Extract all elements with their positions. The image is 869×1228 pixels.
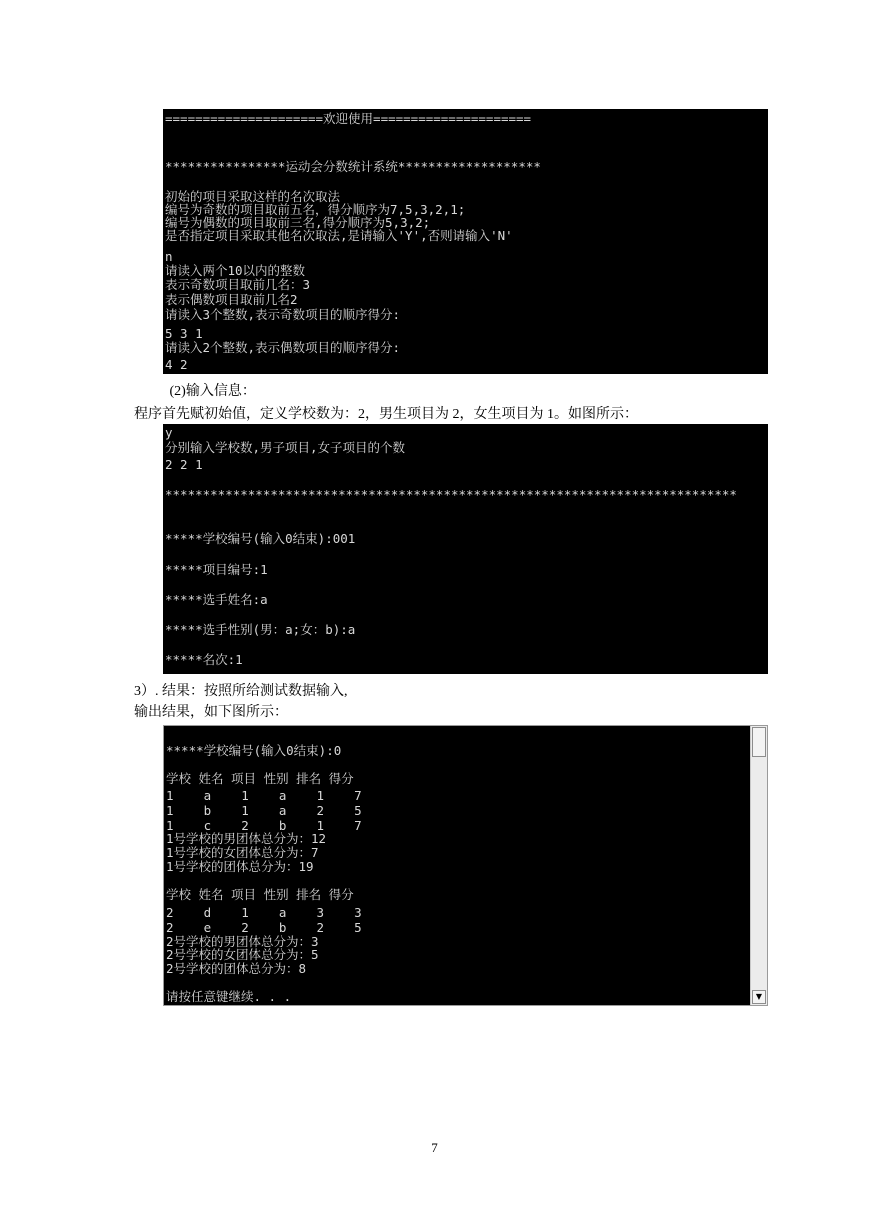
console-line: 初始的项目采取这样的名次取法 — [165, 189, 341, 204]
console-line: y — [165, 425, 173, 440]
console-line: ****************运动会分数统计系统******************* — [165, 159, 541, 174]
console-screenshot-results — [163, 725, 768, 1006]
console-line: n — [165, 249, 173, 264]
console-line: 请读入两个10以内的整数 — [165, 263, 306, 278]
console-line: 1号学校的男团体总分为：12 — [166, 831, 327, 846]
console-line: 2号学校的男团体总分为：3 — [166, 934, 319, 949]
vertical-scrollbar[interactable] — [750, 726, 767, 1005]
console-line: 2 d 1 a 3 3 — [166, 905, 362, 920]
console-line: 分别输入学校数,男子项目,女子项目的个数 — [165, 440, 406, 455]
console-line: *****选手性别(男：a;女：b):a — [165, 622, 356, 637]
console-line: 表示偶数项目取前几名2 — [165, 292, 298, 307]
section-description: 输出结果，如下图所示： — [134, 705, 288, 720]
console-line: 是否指定项目采取其他名次取法,是请输入'Y',否则请输入'N' — [165, 228, 513, 243]
console-line: 1 c 2 b 1 7 — [166, 818, 362, 833]
console-line: 5 3 1 — [165, 326, 203, 341]
console-line: 1 a 1 a 1 7 — [166, 788, 362, 803]
console-line: =====================欢迎使用===================== — [165, 111, 532, 126]
console-line: 学校 姓名 项目 性别 排名 得分 — [166, 887, 354, 902]
console-line: 2 e 2 b 2 5 — [166, 920, 362, 935]
section-caption-input-info: (2)输入信息： — [166, 384, 256, 399]
scrollbar-thumb[interactable] — [752, 727, 766, 757]
console-line: 编号为偶数的项目取前三名,得分顺序为5,3,2; — [165, 215, 431, 230]
section-caption-results: 3）. 结果：按照所给测试数据输入, — [134, 684, 348, 699]
console-line: 2号学校的女团体总分为：5 — [166, 947, 319, 962]
section-description: 程序首先赋初始值，定义学校数为：2，男生项目为 2，女生项目为 1。如图所示： — [134, 407, 638, 422]
page-number: 7 — [431, 1140, 438, 1155]
console-line: 1号学校的团体总分为：19 — [166, 859, 314, 874]
console-screenshot-input — [163, 424, 768, 674]
console-screenshot-welcome — [163, 109, 768, 374]
console-line: *****名次:1 — [165, 652, 243, 667]
console-line: 学校 姓名 项目 性别 排名 得分 — [166, 771, 354, 786]
console-line: *****选手姓名:a — [165, 592, 268, 607]
console-line: 2号学校的团体总分为：8 — [166, 961, 307, 976]
scroll-down-arrow-icon[interactable]: ▼ — [752, 990, 766, 1004]
console-line: 1号学校的女团体总分为：7 — [166, 845, 319, 860]
console-line: *****学校编号(输入0结束):001 — [165, 531, 356, 546]
console-line: 编号为奇数的项目取前五名，得分顺序为7,5,3,2,1; — [165, 202, 466, 217]
console-line: 表示奇数项目取前几名：3 — [165, 277, 311, 292]
console-line: 请读入2个整数,表示偶数项目的顺序得分: — [165, 340, 401, 355]
console-line: *****学校编号(输入0结束):0 — [166, 743, 342, 758]
console-line: **************************************************************************** — [165, 487, 737, 502]
console-line: 请按任意键继续. . . — [166, 989, 292, 1004]
console-line: 2 2 1 — [165, 457, 203, 472]
console-line: 请读入3个整数,表示奇数项目的顺序得分: — [165, 307, 401, 322]
console-line: *****项目编号:1 — [165, 562, 268, 577]
console-line: 4 2 — [165, 357, 188, 372]
console-line: 1 b 1 a 2 5 — [166, 803, 362, 818]
